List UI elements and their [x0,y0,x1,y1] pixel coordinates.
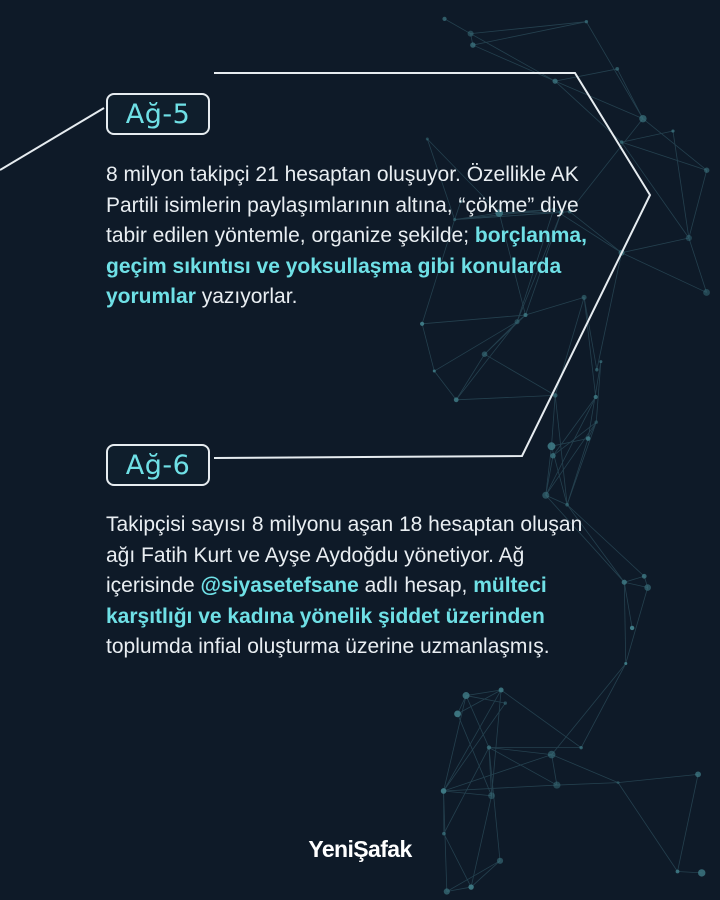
network-link [689,170,707,238]
network-link [444,696,467,791]
network-link [458,714,492,796]
network-node [553,79,558,84]
network-link [485,354,556,395]
network-node [504,701,507,704]
network-link [456,354,484,400]
highlight-text: mülteci karşıtlığı ve kadına yönelik şiddet üzerinden [106,574,547,628]
network-link [552,755,557,785]
highlight-text: borçlanma, geçim sıkıntısı ve yoksullaşma gibi konularda yorumlar [106,224,587,308]
network-link [626,588,648,664]
network-node [695,771,701,777]
network-node [703,289,710,296]
brand-logo: YeniŞafak [308,836,412,862]
network-node [594,395,598,399]
network-node [671,129,674,132]
network-link [434,371,456,400]
network-node [642,574,647,579]
network-node [553,781,560,788]
network-link [471,861,500,887]
network-link [618,774,698,782]
network-node [468,31,474,37]
network-node [550,453,555,458]
network-node [617,781,620,784]
network-node [420,322,424,326]
network-node [515,319,520,324]
network-link [444,791,492,796]
network-node [594,420,598,424]
connector-line [0,108,104,170]
section-tag-ag6: Ağ-6 [106,444,210,486]
network-link [473,22,587,45]
body-text: yazıyorlar. [195,285,298,308]
network-node [548,442,556,450]
network-node [548,751,556,759]
network-link [622,142,689,238]
section-text-ag6 [106,510,606,663]
highlight-text: @siyasetefsane [200,574,359,597]
network-link [551,395,555,446]
network-node [468,884,473,889]
body-text: Takipçisi sayısı 8 milyonu aşan 18 hesaptan oluşan ağı Fatih Kurt ve Ayşe Aydoğdu yönetiyor. Ağ içerisinde [106,513,583,597]
network-link [473,45,555,81]
network-node [444,888,450,894]
network-node [488,792,495,799]
network-node [599,360,602,363]
network-node [542,492,549,499]
network-node [565,503,569,507]
network-link [624,576,644,582]
network-link [622,253,707,293]
network-node [470,42,475,47]
network-link [489,747,552,754]
network-node [644,584,651,591]
network-node [499,687,504,692]
network-node [630,626,634,630]
network-link [466,696,505,704]
network-link [552,664,626,755]
network-link [501,690,581,748]
network-link [581,664,626,748]
network-node [615,67,619,71]
body-text: 8 milyon takipçi 21 hesaptan oluşuyor. Özellikle AK Partili isimlerin paylaşımlarının altına, “çökme” diye tabir edilen yöntemle, organize şekilde; [106,163,579,247]
network-link [471,22,587,34]
network-link [624,582,625,663]
network-link [456,322,517,400]
network-node [639,115,646,122]
network-link [422,324,434,371]
network-link [673,131,689,238]
network-node [442,17,446,21]
network-node [698,869,705,876]
network-node [620,140,624,144]
network-link [434,322,517,371]
network-node [487,745,491,749]
network-link [492,690,502,796]
network-link [624,582,632,628]
network-link [552,755,618,783]
network-node [585,20,588,23]
network-node [622,580,627,585]
section-tag-ag5: Ağ-5 [106,93,210,135]
network-node [426,138,429,141]
network-node [579,746,582,749]
network-node [704,168,709,173]
network-node [454,397,459,402]
network-node [441,788,447,794]
network-link [624,582,647,587]
network-link [617,69,643,119]
network-link [622,142,707,170]
network-node [433,370,436,373]
network-link [489,747,557,785]
network-link [422,315,525,324]
network-link [557,783,618,785]
network-node [586,436,591,441]
network-node [686,235,692,241]
network-link [445,19,471,34]
network-link [444,690,502,791]
network-link [555,69,617,81]
network-node [524,313,528,317]
section-text-ag5 [106,160,606,313]
network-link [622,238,689,253]
body-text: toplumda infial oluşturma üzerine uzmanlaşmış. [106,635,550,658]
network-link [546,422,596,495]
network-link [553,397,596,456]
network-link [444,785,557,791]
network-link [546,495,567,504]
network-node [454,710,461,717]
network-node [624,662,627,665]
network-node [595,368,598,371]
network-node [463,692,470,699]
network-link [456,395,555,399]
network-node [676,870,680,874]
network-link [471,34,556,82]
network-node [442,832,446,836]
network-link [689,238,707,292]
network-link [567,422,596,505]
body-text: adlı hesap, [358,574,474,597]
network-node [482,351,488,357]
